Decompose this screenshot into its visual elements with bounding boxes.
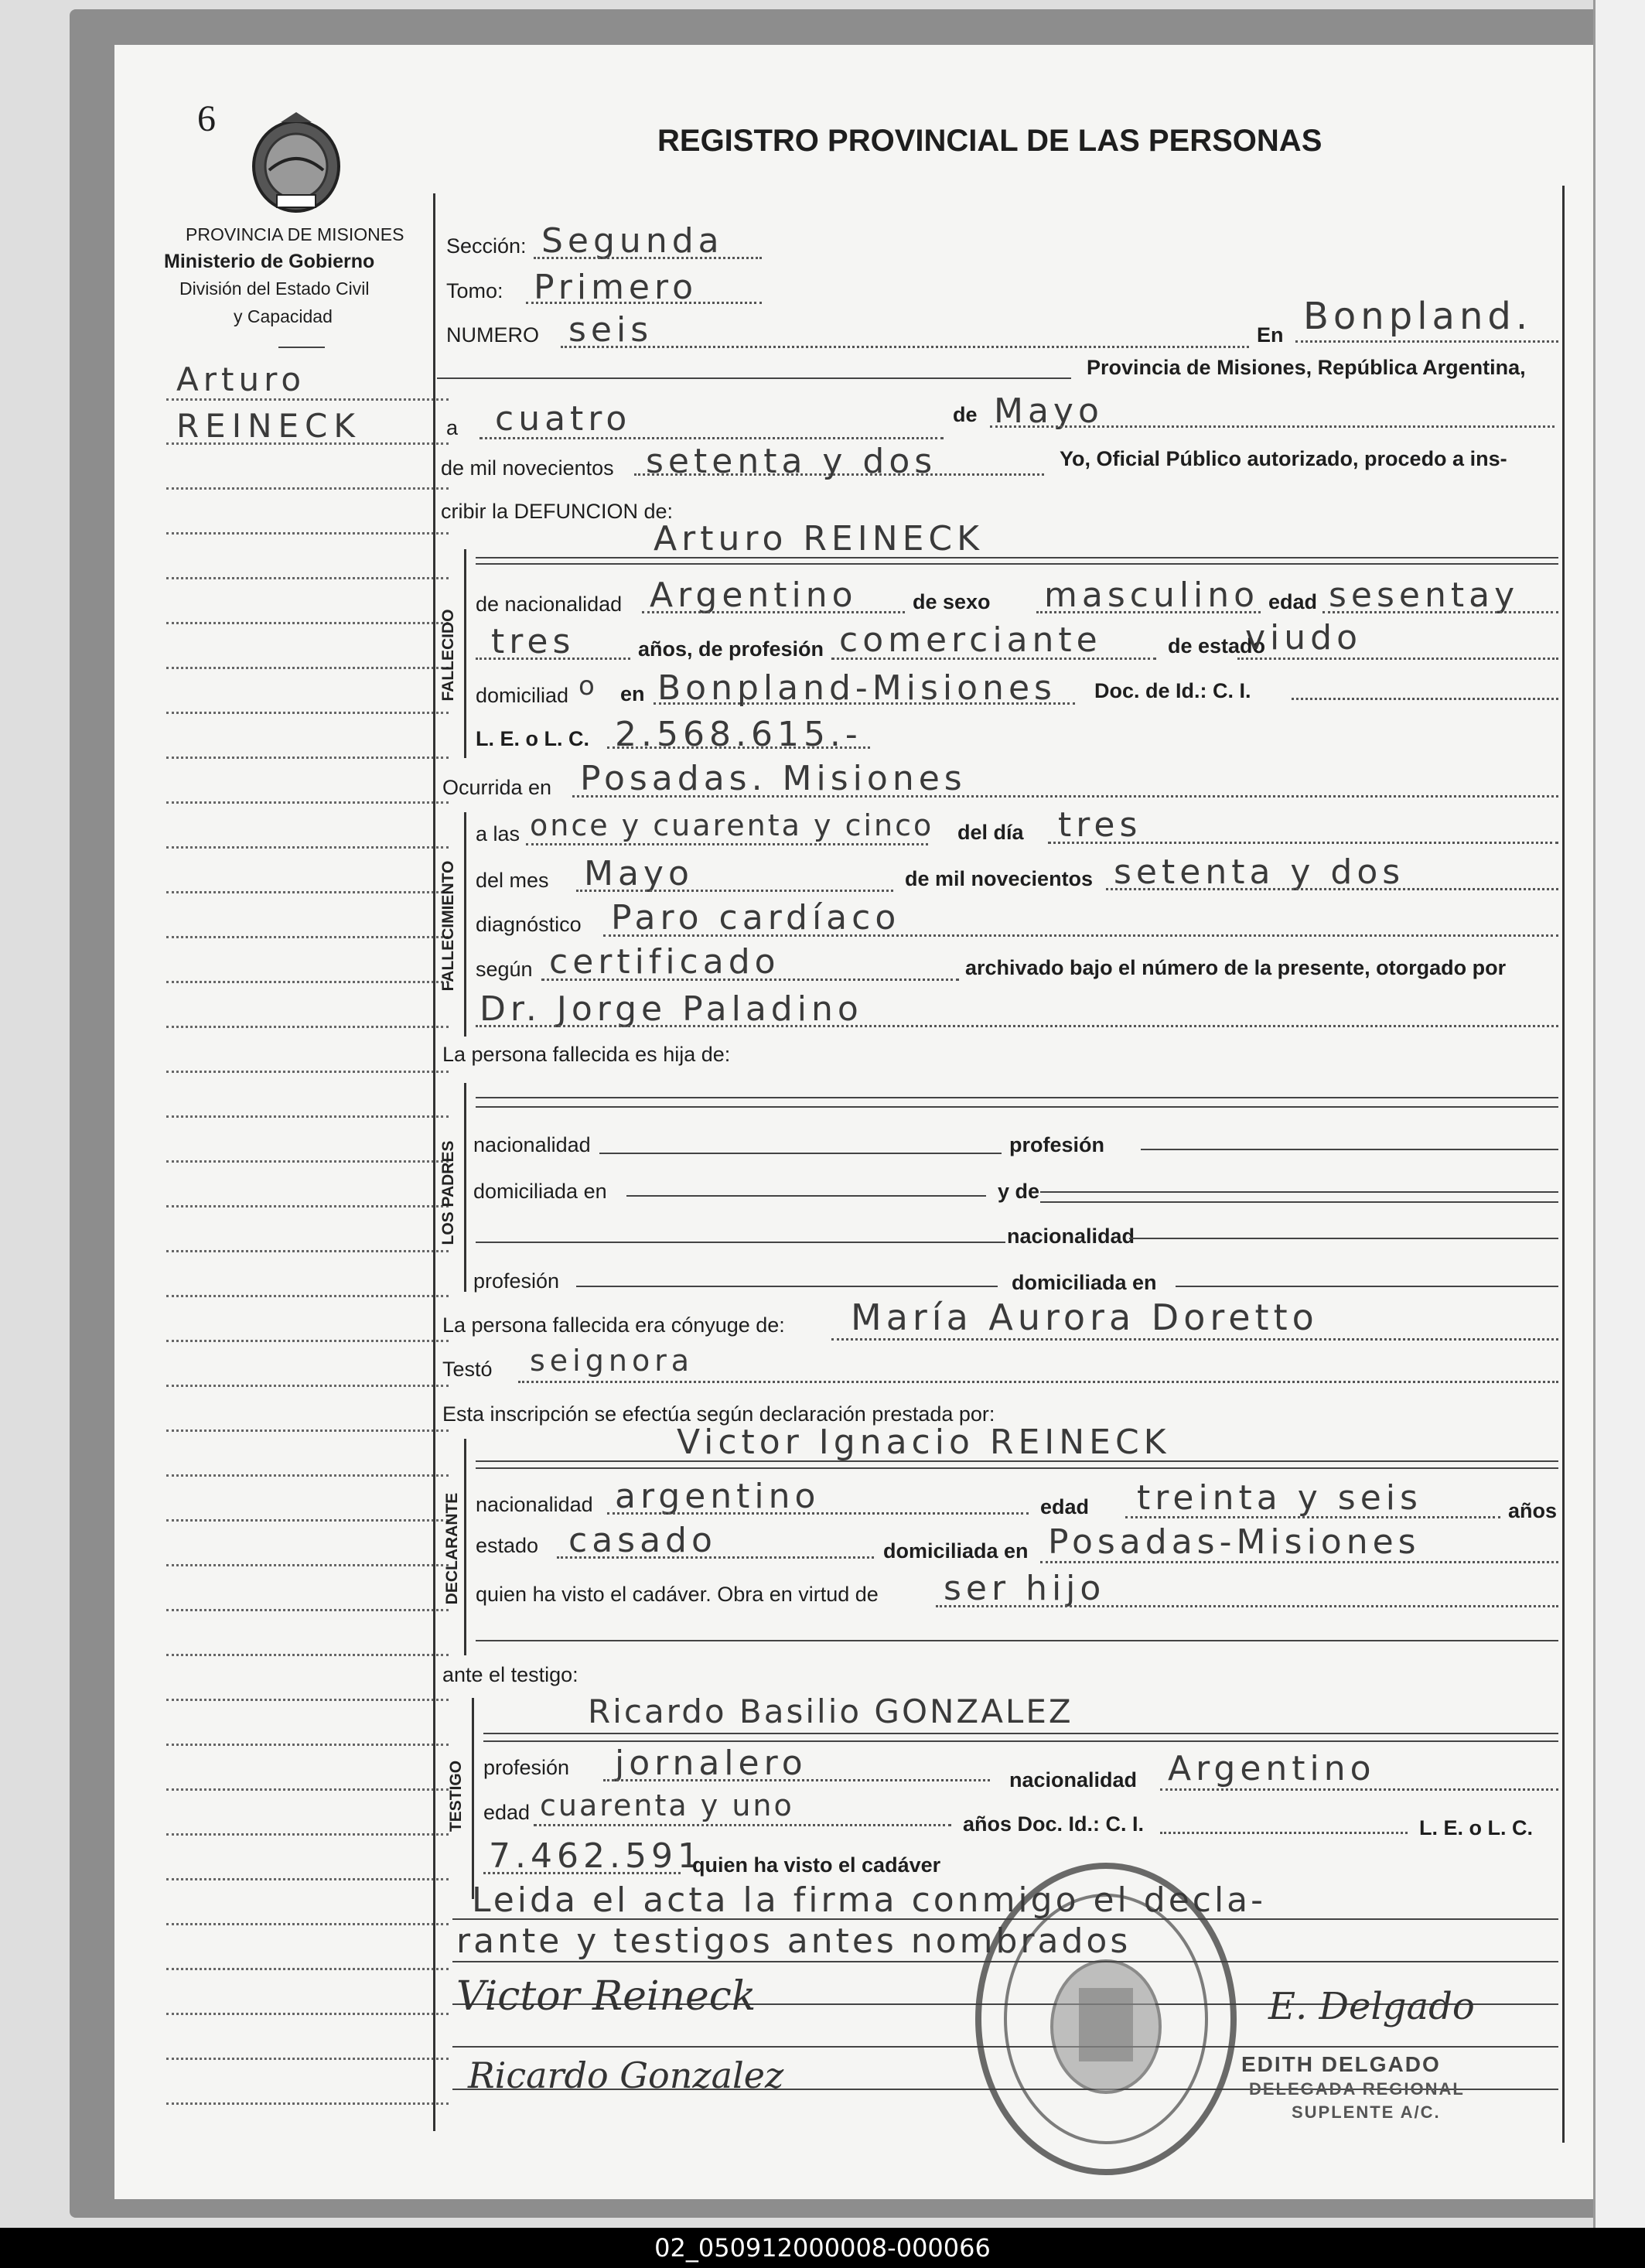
- numero-value: seis: [568, 310, 654, 350]
- medico-value: Dr. Jorge Paladino: [480, 989, 863, 1029]
- margin-ruled-line: [166, 801, 449, 804]
- stamp-title: DELEGADA REGIONAL: [1249, 2079, 1465, 2099]
- margin-ruled-line: [166, 2102, 449, 2105]
- ocurrida-value: Posadas. Misiones: [580, 759, 967, 798]
- margin-ruled-line: [166, 846, 449, 849]
- testo-value: seignora: [530, 1344, 695, 1378]
- declarante-nacionalidad-line: [607, 1512, 1029, 1515]
- locality-value: Bonpland.: [1303, 295, 1533, 338]
- testigo-edad-label: edad: [483, 1801, 531, 1824]
- year-value: setenta y dos: [646, 442, 937, 481]
- fallecido-label: FALLECIDO: [439, 609, 457, 702]
- margin-ruled-line: [166, 1205, 449, 1207]
- margin-ruled-line: [166, 1564, 449, 1566]
- ministry-name: Ministerio de Gobierno: [164, 251, 375, 272]
- madre-name-line-2: [1040, 1201, 1558, 1203]
- nacionalidad-line: [642, 611, 905, 613]
- margin-ruled-line: [166, 1385, 449, 1387]
- declarante-edad-line: [1125, 1516, 1500, 1518]
- margin-ruled-line: [166, 1878, 449, 1880]
- margin-surname: REINECK: [176, 407, 361, 445]
- sexo-line: [1036, 611, 1261, 613]
- madre-nacionalidad-label: nacionalidad: [1007, 1225, 1135, 1248]
- conyuge-label: La persona fallecida era cónyuge de:: [442, 1313, 785, 1337]
- estado-label: de estado: [1168, 634, 1266, 658]
- declarante-estado-value: casado: [568, 1521, 717, 1560]
- declarante-edad-label: edad: [1040, 1495, 1090, 1518]
- de-label: de: [953, 403, 978, 426]
- declarante-name-line-2: [476, 1467, 1558, 1469]
- province-country-label: Provincia de Misiones, República Argentina,: [1087, 356, 1526, 379]
- profesion-label: años, de profesión: [638, 637, 824, 661]
- testigo-nacionalidad-label: nacionalidad: [1009, 1768, 1138, 1792]
- testigo-name: Ricardo Basilio GONZALEZ: [588, 1692, 1073, 1730]
- declarante-edad-value: treinta y seis: [1137, 1478, 1422, 1518]
- division-subname: y Capacidad: [234, 306, 333, 326]
- numero-line: [561, 346, 1249, 348]
- next-page-edge: [1593, 0, 1645, 2228]
- testigo-border: [472, 1698, 474, 1899]
- profesion-line: [831, 658, 1156, 660]
- testigo-visto-label: quien ha visto el cadáver: [692, 1853, 941, 1877]
- padre-profesion-label: profesión: [1009, 1133, 1105, 1156]
- day-line: [480, 437, 944, 439]
- padre-profesion-line: [1141, 1149, 1558, 1150]
- y-de-label: y de: [998, 1180, 1040, 1203]
- province-name: PROVINCIA DE MISIONES: [186, 224, 404, 244]
- declarante-nacionalidad-value: argentino: [615, 1477, 821, 1516]
- edad-line: [1322, 611, 1558, 613]
- profesion-value: comerciante: [839, 620, 1102, 660]
- margin-ruled-line: [166, 1968, 449, 1970]
- sexo-value: masculino: [1044, 576, 1260, 615]
- margin-ruled-line: [166, 577, 449, 579]
- officer-signature: E. Delgado: [1268, 1985, 1475, 2028]
- madre-profesion-line: [576, 1286, 998, 1287]
- margin-ruled-line: [166, 1474, 449, 1477]
- padres-label: LOS PADRES: [439, 1140, 457, 1245]
- madre-nacionalidad-line: [1129, 1238, 1558, 1239]
- margin-ruled-line: [166, 2013, 449, 2015]
- margin-line: [166, 398, 449, 401]
- ocurrida-label: Ocurrida en: [442, 776, 552, 799]
- madre-domicilio-line: [1176, 1286, 1558, 1287]
- diagnostico-line: [603, 934, 1558, 937]
- testigo-edad-line: [534, 1824, 951, 1826]
- separator: [278, 347, 325, 348]
- domicilio-suffix: o: [578, 671, 599, 702]
- visto-cadaver-label: quien ha visto el cadáver. Obra en virtud de: [476, 1583, 879, 1606]
- madre-name-line: [1040, 1191, 1558, 1193]
- padre-domicilio-label: domiciliada en: [473, 1180, 607, 1203]
- a-label: a: [446, 416, 459, 439]
- testo-line: [518, 1381, 1558, 1383]
- dia-line: [1048, 842, 1558, 844]
- form-left-border: [433, 193, 435, 2131]
- image-identifier: 02_050912000008-000066: [654, 2233, 991, 2263]
- oficial-label: Yo, Oficial Público autorizado, procedo a ins-: [1060, 447, 1507, 470]
- diagnostico-label: diagnóstico: [476, 913, 582, 936]
- estado-value: viudo: [1245, 618, 1362, 658]
- testigo-profesion-line: [603, 1779, 990, 1781]
- tomo-line: [526, 302, 762, 304]
- margin-ruled-line: [166, 1026, 449, 1028]
- testigo-label: TESTIGO: [447, 1760, 465, 1833]
- le-lc-value: 2.568.615.-: [615, 715, 862, 754]
- locality-line: [1295, 340, 1558, 343]
- declarante-extra-line: [476, 1640, 1558, 1641]
- declarante-name-line: [476, 1460, 1558, 1462]
- margin-ruled-line: [166, 1160, 449, 1163]
- segun-line: [541, 979, 959, 981]
- declarante-domicilio-line: [1040, 1561, 1558, 1563]
- provincial-seal-icon: [246, 108, 346, 217]
- le-lc-label: L. E. o L. C.: [476, 727, 589, 750]
- anio-value: setenta y dos: [1114, 852, 1405, 892]
- le-lc-line: [607, 746, 870, 749]
- margin-ruled-line: [166, 1609, 449, 1611]
- numero-label: NUMERO: [446, 323, 539, 347]
- margin-ruled-line: [166, 2058, 449, 2060]
- estado-line: [1237, 658, 1558, 660]
- edad-cont-line: [476, 658, 630, 660]
- madre-profesion-label: profesión: [473, 1269, 560, 1293]
- tomo-label: Tomo:: [446, 279, 503, 302]
- padre-nacionalidad-line: [599, 1153, 1002, 1154]
- sexo-label: de sexo: [913, 590, 991, 613]
- declarante-label: DECLARANTE: [443, 1492, 461, 1605]
- anio-line: [1106, 888, 1558, 890]
- year-line: [634, 473, 1044, 476]
- testigo-le-label: L. E. o L. C.: [1419, 1816, 1533, 1839]
- domicilio-value: Bonpland-Misiones: [657, 668, 1056, 708]
- seccion-line: [534, 257, 762, 259]
- margin-ruled-line: [166, 1923, 449, 1925]
- domicilio-line: [654, 702, 1075, 705]
- virtud-line: [936, 1605, 1558, 1607]
- year-label: de mil novecientos: [441, 456, 614, 480]
- seccion-label: Sección:: [446, 234, 527, 258]
- testigo-intro: ante el testigo:: [442, 1663, 578, 1686]
- margin-ruled-line: [166, 1788, 449, 1791]
- testigo-doc-line: [1160, 1832, 1408, 1834]
- margin-ruled-line: [166, 1071, 449, 1073]
- margin-ruled-line: [166, 712, 449, 714]
- margin-ruled-line: [166, 487, 449, 490]
- fallecimiento-border: [464, 812, 466, 1037]
- deceased-name-line-2: [476, 563, 1558, 565]
- nacionalidad-value: Argentino: [650, 576, 858, 615]
- en-label: En: [1257, 323, 1284, 347]
- hija-de-label: La persona fallecida es hija de:: [442, 1043, 731, 1066]
- edad-value-cont: tres: [491, 622, 575, 661]
- fallecimiento-label: FALLECIMIENTO: [439, 860, 457, 992]
- testigo-name-line-2: [483, 1740, 1558, 1742]
- conyuge-value: María Aurora Doretto: [851, 1296, 1319, 1338]
- margin-ruled-line: [166, 936, 449, 938]
- padre-domicilio-line: [626, 1195, 986, 1197]
- doc-label: Doc. de Id.: C. I.: [1094, 679, 1251, 702]
- closing-line-1: Leida el acta la firma conmigo el decla-: [472, 1880, 1267, 1920]
- medico-line: [476, 1025, 1558, 1027]
- margin-ruled-line: [166, 1833, 449, 1836]
- en-label-2: en: [620, 682, 645, 705]
- declarante-name: Victor Ignacio REINECK: [677, 1423, 1171, 1462]
- registry-title: REGISTRO PROVINCIAL DE LAS PERSONAS: [657, 124, 1322, 158]
- segun-value: certificado: [549, 942, 780, 982]
- margin-given-name: Arturo: [176, 360, 306, 398]
- anio-label: de mil novecientos: [905, 867, 1094, 890]
- deceased-name: Arturo REINECK: [654, 519, 984, 558]
- nacionalidad-label: de nacionalidad: [476, 593, 623, 616]
- margin-line: [166, 442, 449, 445]
- declarante-estado-label: estado: [476, 1534, 539, 1557]
- closing-line-2: rante y testigos antes nombrados: [456, 1921, 1131, 1961]
- margin-ruled-line: [166, 1519, 449, 1522]
- fallecido-border: [464, 549, 466, 758]
- dia-value: tres: [1058, 805, 1142, 845]
- domicilio-label: domiciliad: [476, 684, 569, 707]
- edad-value: sesentay: [1329, 576, 1520, 615]
- margin-ruled-line: [166, 532, 449, 535]
- division-name: División del Estado Civil: [179, 278, 370, 299]
- mes-line: [576, 890, 893, 892]
- dia-label: del día: [957, 821, 1024, 844]
- padre-nacionalidad-label: nacionalidad: [473, 1133, 591, 1156]
- ocurrida-line: [572, 795, 1558, 798]
- declaracion-label: Esta inscripción se efectúa según declaración prestada por:: [442, 1402, 995, 1426]
- deceased-name-line: [476, 557, 1558, 558]
- margin-ruled-line: [166, 667, 449, 669]
- month-line: [990, 425, 1555, 428]
- mes-label: del mes: [476, 869, 549, 892]
- testigo-signature: Ricardo Gonzalez: [468, 2055, 784, 2096]
- day-value: cuatro: [495, 399, 632, 439]
- declarante-domicilio-label: domiciliada en: [883, 1539, 1029, 1563]
- hora-line: [526, 843, 928, 845]
- madre-domicilio-label: domiciliada en: [1012, 1271, 1157, 1294]
- conyuge-line: [831, 1338, 1558, 1341]
- virtud-value: ser hijo: [944, 1569, 1106, 1608]
- margin-ruled-line: [166, 1744, 449, 1746]
- testigo-doc-label: años Doc. Id.: C. I.: [963, 1812, 1145, 1836]
- anos-label: años: [1508, 1499, 1558, 1522]
- edad-label: edad: [1268, 590, 1318, 613]
- declarante-border: [464, 1439, 466, 1655]
- testigo-edad-value: cuarenta y uno: [540, 1788, 794, 1822]
- hora-label: a las: [476, 822, 520, 845]
- diagnostico-value: Paro cardíaco: [611, 898, 901, 938]
- tomo-value: Primero: [534, 268, 698, 307]
- padre-name-line-2: [476, 1106, 1558, 1108]
- doc-line: [1292, 698, 1558, 700]
- padre-name-line: [476, 1097, 1558, 1098]
- margin-ruled-line: [166, 1340, 449, 1342]
- province-line: [437, 377, 1071, 379]
- declarante-nacionalidad-label: nacionalidad: [476, 1493, 593, 1516]
- seccion-value: Segunda: [541, 221, 724, 261]
- margin-ruled-line: [166, 1115, 449, 1118]
- declarante-domicilio-value: Posadas-Misiones: [1048, 1522, 1421, 1562]
- form-right-border: [1562, 186, 1565, 2143]
- margin-ruled-line: [166, 981, 449, 983]
- testigo-nacionalidad-value: Argentino: [1168, 1749, 1376, 1788]
- testigo-doc-value-line: [483, 1872, 681, 1874]
- margin-ruled-line: [166, 1250, 449, 1252]
- official-stamp-icon: [967, 1856, 1245, 2181]
- testigo-doc-value: 7.462.591: [489, 1836, 704, 1876]
- declarante-signature: Victor Reineck: [456, 1973, 756, 2020]
- testigo-profesion-label: profesión: [483, 1756, 570, 1779]
- margin-ruled-line: [166, 1429, 449, 1432]
- margin-ruled-line: [166, 1699, 449, 1701]
- testigo-nacionalidad-line: [1160, 1788, 1558, 1791]
- segun-label: según: [476, 958, 533, 981]
- margin-ruled-line: [166, 1654, 449, 1656]
- testo-label: Testó: [442, 1358, 493, 1381]
- margin-ruled-line: [166, 757, 449, 759]
- month-value: Mayo: [994, 391, 1104, 431]
- hora-value: once y cuarenta y cinco: [530, 808, 934, 842]
- margin-ruled-line: [166, 1295, 449, 1297]
- inscribir-label: cribir la DEFUNCION de:: [441, 500, 674, 523]
- testigo-name-line: [483, 1733, 1558, 1734]
- testigo-profesion-value: jornalero: [615, 1744, 807, 1783]
- mes-value: Mayo: [584, 854, 694, 893]
- padres-border: [464, 1083, 466, 1292]
- madre-line: [476, 1242, 1005, 1243]
- margin-ruled-line: [166, 891, 449, 893]
- archivado-label: archivado bajo el número de la presente, otorgado por: [965, 956, 1507, 979]
- declarante-estado-line: [557, 1556, 874, 1559]
- margin-ruled-line: [166, 622, 449, 624]
- stamp-subtitle: SUPLENTE A/C.: [1292, 2102, 1441, 2122]
- page-number: 6: [197, 98, 216, 139]
- stamp-name: EDITH DELGADO: [1241, 2052, 1441, 2076]
